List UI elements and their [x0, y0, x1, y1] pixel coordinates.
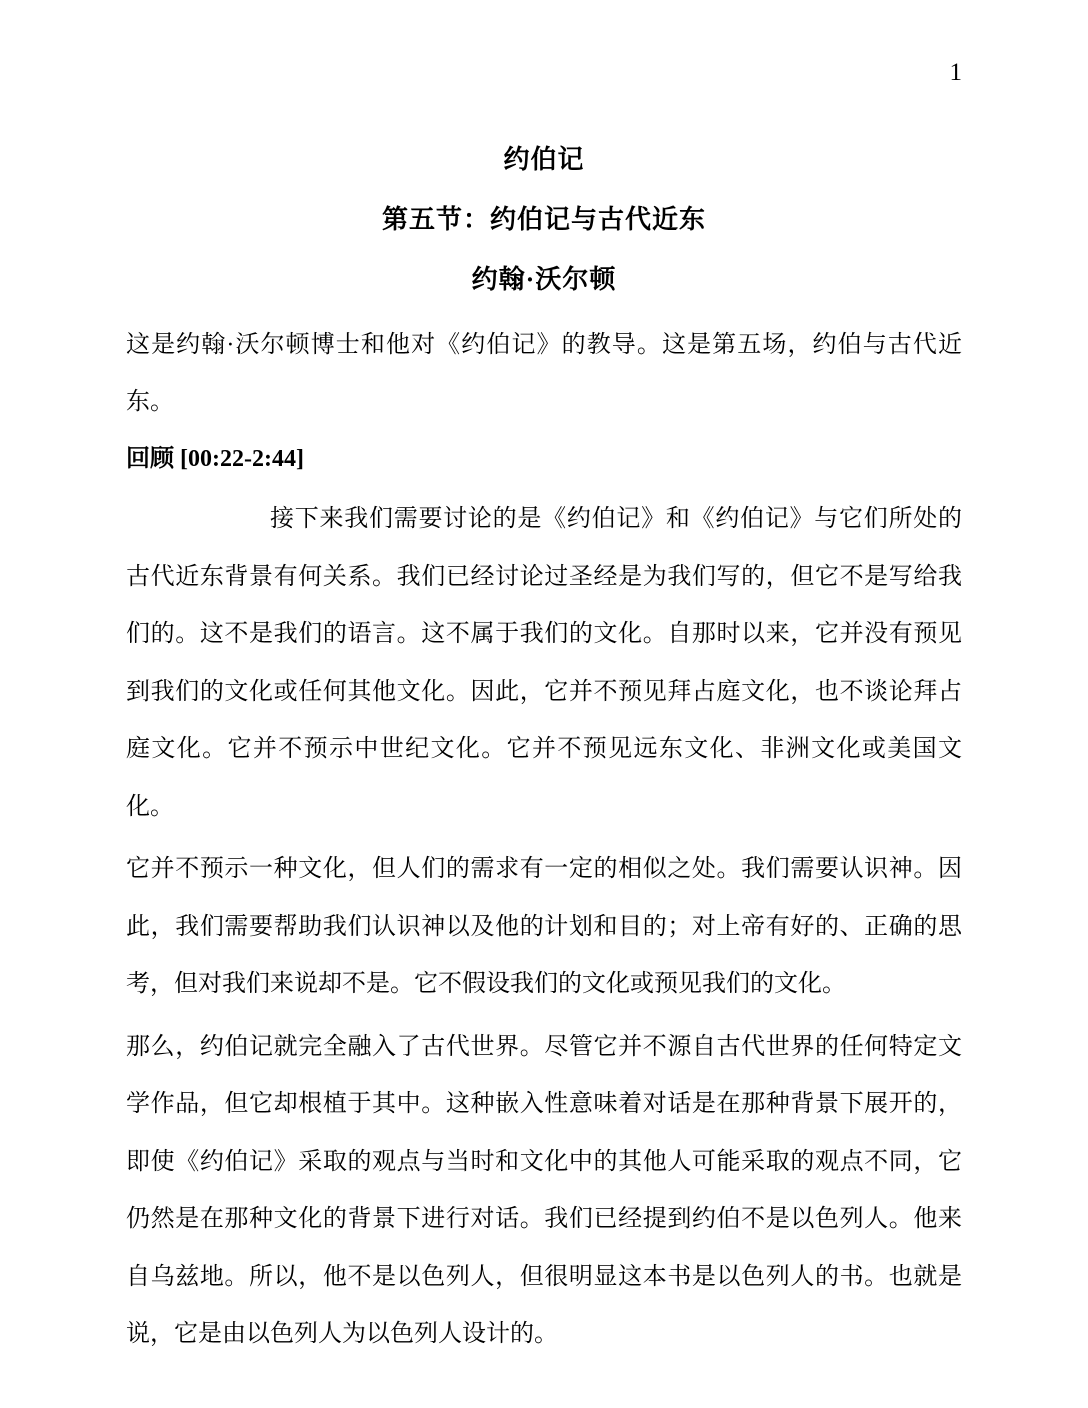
body-paragraph-2: 它并不预示一种文化，但人们的需求有一定的相似之处。我们需要认识神。因此，我们需要帮助我们认识神以及他的计划和目的；对上帝有好的、正确的思考，但对我们来说却不是。它不假设我们的文化或预见我们的文化。: [126, 856, 962, 997]
document-author: 约翰·沃尔顿: [471, 265, 617, 294]
section-heading: 回顾 [00:22-2:44]: [126, 446, 304, 472]
body-paragraph-1: 接下来我们需要讨论的是《约伯记》和《约伯记》与它们所处的古代近东背景有何关系。我们已经讨论过圣经是为我们写的，但它不是写给我们的。这不是我们的语言。这不属于我们的文化。自那时以来，它并没有预见到我们的文化或任何其他文化。因此，它并不预见拜占庭文化，也不谈论拜占庭文化。它并不预示中世纪文化。它并不预见远东文化、非洲文化或美国文化。: [126, 506, 962, 820]
document-subtitle: 第五节：约伯记与古代近东: [381, 205, 706, 234]
body-paragraph-3: 那么，约伯记就完全融入了古代世界。尽管它并不源自古代世界的任何特定文学作品，但它却根植于其中。这种嵌入性意味着对话是在那种背景下展开的，即使《约伯记》采取的观点与当时和文化中的其他人可能采取的观点不同，它仍然是在那种文化的背景下进行对话。我们已经提到约伯不是以色列人。他来自乌兹地。所以，他不是以色列人，但很明显这本书是以色列人的书。也就是说，它是由以色列人为以色列人设计的。: [126, 1033, 962, 1347]
page-number: 1: [949, 59, 962, 86]
document-title: 约伯记: [503, 145, 585, 174]
intro-paragraph: 这是约翰·沃尔顿博士和他对《约伯记》的教导。这是第五场，约伯与古代近东。: [126, 332, 962, 415]
